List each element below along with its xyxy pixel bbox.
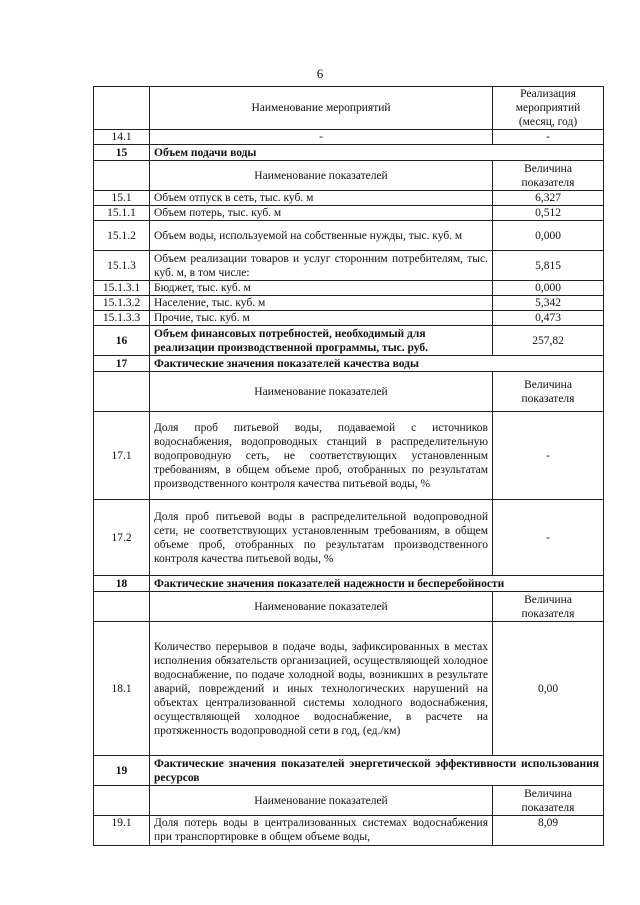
row-number: 19.1 — [94, 816, 150, 846]
sub-header-num-cell — [94, 786, 150, 816]
row-name: Прочие, тыс. куб. м — [150, 311, 493, 326]
row-number: 15.1.3.2 — [94, 296, 150, 311]
row-name: Доля проб питьевой воды в распределительной водопроводной сети, не соответствующих установленным требованиям, в общем объеме проб, отобранных по результатам производственного контроля качества питьевой воды, % — [150, 500, 493, 576]
row-name: Население, тыс. куб. м — [150, 296, 493, 311]
row-name: Доля проб питьевой воды, подаваемой с источников водоснабжения, водопроводных станций в распределительную водопроводную сеть, не соответствующих установленным требованиям, в общем объеме проб, отобранных по результатам производственного контроля качества питьевой воды, % — [150, 412, 493, 500]
sub-header-value: Величина показателя — [493, 592, 604, 622]
table-row — [94, 622, 604, 756]
section-title: Фактические значения показателей энергетической эффективности использования ресурсов — [150, 756, 604, 786]
sub-header-value: Величина показателя — [493, 372, 604, 412]
table-row — [94, 500, 604, 576]
row-name: - — [150, 130, 493, 145]
header-num-cell — [94, 87, 150, 130]
section-number: 17 — [94, 356, 150, 372]
sub-header-num-cell — [94, 592, 150, 622]
row-number: 18.1 — [94, 622, 150, 756]
section-number: 15 — [94, 145, 150, 161]
row-number: 17.1 — [94, 412, 150, 500]
header-name-cell: Наименование мероприятий — [150, 87, 493, 130]
section-number: 18 — [94, 576, 150, 592]
row-value: 5,815 — [493, 251, 604, 281]
row-number: 14.1 — [94, 130, 150, 145]
sub-header-value: Величина показателя — [493, 786, 604, 816]
section-number: 19 — [94, 756, 150, 786]
header-period-cell: Реализация мероприятий (месяц, год) — [493, 87, 604, 130]
row-value: - — [493, 412, 604, 500]
sub-header-name: Наименование показателей — [150, 372, 493, 412]
row-name: Объем отпуск в сеть, тыс. куб. м — [150, 191, 493, 206]
table-row — [94, 296, 604, 311]
table-row — [94, 816, 604, 846]
row-number: 15.1.2 — [94, 221, 150, 251]
row-value: 0,000 — [493, 281, 604, 296]
table-row — [94, 412, 604, 500]
program-table — [93, 86, 604, 846]
sub-header-name: Наименование показателей — [150, 161, 493, 191]
section-row — [94, 756, 604, 786]
row-name: Объем воды, используемой на собственные нужды, тыс. куб. м — [150, 221, 493, 251]
row-number: 15.1 — [94, 191, 150, 206]
row-name: Доля потерь воды в централизованных системах водоснабжения при транспортировке в общем объеме воды, — [150, 816, 493, 846]
sub-header-num-cell — [94, 372, 150, 412]
page-number: 6 — [316, 66, 324, 81]
sub-header-num-cell — [94, 161, 150, 191]
section-title: Объем подачи воды — [150, 145, 604, 161]
row-value: 6,327 — [493, 191, 604, 206]
row-name: Объем реализации товаров и услуг сторонним потребителям, тыс. куб. м, в том числе: — [150, 251, 493, 281]
row-name: Объем потерь, тыс. куб. м — [150, 206, 493, 221]
table-row — [94, 311, 604, 326]
row-number: 15.1.3.1 — [94, 281, 150, 296]
sub-header-name: Наименование показателей — [150, 786, 493, 816]
section-title: Фактические значения показателей надежности и бесперебойности — [150, 576, 604, 592]
row-number: 15.1.3.3 — [94, 311, 150, 326]
sub-header-row — [94, 372, 604, 412]
sub-header-row — [94, 786, 604, 816]
row-value: 5,342 — [493, 296, 604, 311]
sub-header-name: Наименование показателей — [150, 592, 493, 622]
section-title: Фактические значения показателей качества воды — [150, 356, 604, 372]
sub-header-row — [94, 592, 604, 622]
row-name: Бюджет, тыс. куб. м — [150, 281, 493, 296]
table-row — [94, 221, 604, 251]
section-row — [94, 145, 604, 161]
row-number: 15.1.1 — [94, 206, 150, 221]
table-row — [94, 130, 604, 145]
row-number: 17.2 — [94, 500, 150, 576]
section-row — [94, 356, 604, 372]
section-value: 257,82 — [493, 326, 604, 356]
row-value: - — [493, 500, 604, 576]
section-title: Объем финансовых потребностей, необходимый для реализации производственной программы, тыс. руб. — [150, 326, 493, 356]
table-row — [94, 251, 604, 281]
section-row — [94, 576, 604, 592]
section-row — [94, 326, 604, 356]
sub-header-value: Величина показателя — [493, 161, 604, 191]
table-row — [94, 281, 604, 296]
row-value: 0,00 — [493, 622, 604, 756]
row-value: 0,473 — [493, 311, 604, 326]
row-value: - — [493, 130, 604, 145]
row-name: Количество перерывов в подаче воды, зафиксированных в местах исполнения обязательств организацией, осуществляющей холодное водоснабжение, по подаче холодной воды, возникших в результате аварий, повреждений и иных технологических нарушений на объектах централизованной системы холодного водоснабжения, осуществляющей холодное водоснабжение, в расчете на протяженность водопроводной сети в год, (ед./км) — [150, 622, 493, 756]
row-number: 15.1.3 — [94, 251, 150, 281]
table-row — [94, 206, 604, 221]
row-value: 8,09 — [493, 816, 604, 846]
row-value: 0,000 — [493, 221, 604, 251]
table-row — [94, 191, 604, 206]
row-value: 0,512 — [493, 206, 604, 221]
section-number: 16 — [94, 326, 150, 356]
sub-header-row — [94, 161, 604, 191]
table-header-row — [94, 87, 604, 130]
